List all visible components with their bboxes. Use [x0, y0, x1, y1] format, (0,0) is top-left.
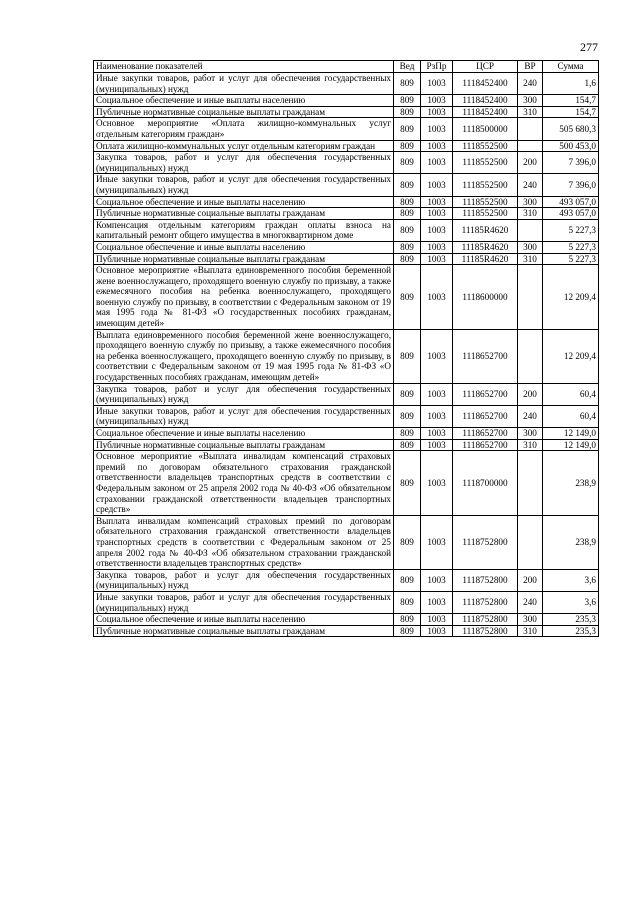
table-row — [94, 241, 599, 253]
table-row — [94, 73, 599, 95]
row-sum: 5 227,3 — [543, 241, 599, 253]
row-sum: 238,9 — [543, 515, 599, 569]
row-vr: 300 — [518, 196, 543, 208]
row-ved: 809 — [394, 208, 421, 220]
row-rzpr: 1003 — [421, 405, 453, 427]
header-sum: Сумма — [543, 61, 599, 73]
row-rzpr: 1003 — [421, 451, 453, 516]
row-ved: 809 — [394, 569, 421, 591]
row-ved: 809 — [394, 140, 421, 152]
row-csr: 1118652700 — [453, 405, 518, 427]
row-rzpr: 1003 — [421, 73, 453, 95]
row-sum: 7 396,0 — [543, 174, 599, 196]
row-rzpr: 1003 — [421, 241, 453, 253]
row-sum: 12 149,0 — [543, 428, 599, 440]
row-sum: 3,6 — [543, 569, 599, 591]
row-csr: 11185R4620 — [453, 219, 518, 241]
row-vr: 240 — [518, 405, 543, 427]
table-row — [94, 106, 599, 118]
row-vr: 240 — [518, 591, 543, 613]
row-csr: 1118652700 — [453, 329, 518, 383]
table-row — [94, 95, 599, 107]
row-ved: 809 — [394, 614, 421, 626]
row-name: Основное мероприятие «Оплата жилищно-коммунальных услуг отдельным категориям граждан» — [94, 118, 394, 140]
row-sum: 12 149,0 — [543, 439, 599, 451]
row-csr: 1118552500 — [453, 140, 518, 152]
table-row — [94, 208, 599, 220]
row-name: Иные закупки товаров, работ и услуг для обеспечения государственных (муниципальных) нужд — [94, 73, 394, 95]
row-sum: 7 396,0 — [543, 152, 599, 174]
table-row — [94, 614, 599, 626]
row-rzpr: 1003 — [421, 383, 453, 405]
row-ved: 809 — [394, 219, 421, 241]
row-csr: 1118752800 — [453, 515, 518, 569]
row-name: Социальное обеспечение и иные выплаты населению — [94, 95, 394, 107]
row-name: Публичные нормативные социальные выплаты гражданам — [94, 208, 394, 220]
row-vr: 200 — [518, 383, 543, 405]
row-vr: 310 — [518, 439, 543, 451]
table-row — [94, 253, 599, 265]
row-vr: 240 — [518, 174, 543, 196]
row-ved: 809 — [394, 118, 421, 140]
row-sum: 154,7 — [543, 95, 599, 107]
row-ved: 809 — [394, 591, 421, 613]
row-rzpr: 1003 — [421, 219, 453, 241]
table-body — [94, 73, 599, 637]
row-rzpr: 1003 — [421, 329, 453, 383]
row-name: Иные закупки товаров, работ и услуг для обеспечения государственных (муниципальных) нужд — [94, 591, 394, 613]
row-csr: 1118552500 — [453, 196, 518, 208]
table-row — [94, 329, 599, 383]
row-vr: 200 — [518, 152, 543, 174]
row-csr: 1118752800 — [453, 625, 518, 637]
row-vr — [518, 118, 543, 140]
header-vr: ВР — [518, 61, 543, 73]
row-ved: 809 — [394, 73, 421, 95]
row-rzpr: 1003 — [421, 614, 453, 626]
table-row — [94, 428, 599, 440]
row-vr — [518, 265, 543, 330]
row-rzpr: 1003 — [421, 140, 453, 152]
row-ved: 809 — [394, 451, 421, 516]
row-sum: 493 057,0 — [543, 208, 599, 220]
row-name: Социальное обеспечение и иные выплаты населению — [94, 196, 394, 208]
row-sum: 154,7 — [543, 106, 599, 118]
header-ved: Вед — [394, 61, 421, 73]
row-vr: 240 — [518, 73, 543, 95]
row-rzpr: 1003 — [421, 95, 453, 107]
row-csr: 1118452400 — [453, 106, 518, 118]
row-csr: 11185R4620 — [453, 241, 518, 253]
row-rzpr: 1003 — [421, 106, 453, 118]
row-csr: 1118752800 — [453, 569, 518, 591]
table-row — [94, 118, 599, 140]
row-vr: 200 — [518, 569, 543, 591]
table-row — [94, 174, 599, 196]
table-row — [94, 569, 599, 591]
row-sum: 238,9 — [543, 451, 599, 516]
row-ved: 809 — [394, 625, 421, 637]
row-sum: 5 227,3 — [543, 219, 599, 241]
row-rzpr: 1003 — [421, 428, 453, 440]
row-name: Публичные нормативные социальные выплаты гражданам — [94, 106, 394, 118]
row-rzpr: 1003 — [421, 591, 453, 613]
row-csr: 1118652700 — [453, 383, 518, 405]
row-rzpr: 1003 — [421, 625, 453, 637]
row-sum: 235,3 — [543, 625, 599, 637]
row-rzpr: 1003 — [421, 439, 453, 451]
row-csr: 1118552500 — [453, 174, 518, 196]
row-ved: 809 — [394, 405, 421, 427]
row-csr: 1118452400 — [453, 73, 518, 95]
table-row — [94, 405, 599, 427]
row-csr: 1118652700 — [453, 428, 518, 440]
row-rzpr: 1003 — [421, 174, 453, 196]
row-name: Закупка товаров, работ и услуг для обеспечения государственных (муниципальных) нужд — [94, 383, 394, 405]
row-vr: 310 — [518, 208, 543, 220]
row-ved: 809 — [394, 152, 421, 174]
row-name: Компенсация отдельным категориям граждан оплаты взноса на капитальный ремонт общего имущества в многоквартирном доме — [94, 219, 394, 241]
row-vr: 310 — [518, 625, 543, 637]
row-csr: 1118752800 — [453, 614, 518, 626]
row-sum: 1,6 — [543, 73, 599, 95]
row-ved: 809 — [394, 439, 421, 451]
table-row — [94, 451, 599, 516]
table-header-row — [94, 61, 599, 73]
row-rzpr: 1003 — [421, 208, 453, 220]
row-sum: 493 057,0 — [543, 196, 599, 208]
row-sum: 235,3 — [543, 614, 599, 626]
row-sum: 505 680,3 — [543, 118, 599, 140]
row-sum: 12 209,4 — [543, 265, 599, 330]
row-vr — [518, 329, 543, 383]
row-vr — [518, 451, 543, 516]
row-sum: 12 209,4 — [543, 329, 599, 383]
row-sum: 60,4 — [543, 405, 599, 427]
row-vr: 300 — [518, 428, 543, 440]
header-rzpr: РзПр — [421, 61, 453, 73]
row-csr: 11185R4620 — [453, 253, 518, 265]
row-name: Закупка товаров, работ и услуг для обеспечения государственных (муниципальных) нужд — [94, 569, 394, 591]
row-name: Основное мероприятие «Выплата единовременного пособия беременной жене военнослужащего, проходящего военную службу по призыву, а также ежемесячного пособия на ребенка военнослужащего, проходящего военную службу по призыву, в соответствии с Федеральным законом от 19 мая 1995 года № 81-ФЗ «О государственных пособиях гражданам, имеющим детей» — [94, 265, 394, 330]
row-csr: 1118500000 — [453, 118, 518, 140]
row-sum: 60,4 — [543, 383, 599, 405]
row-vr — [518, 219, 543, 241]
row-name: Основное мероприятие «Выплата инвалидам компенсаций страховых премий по договорам обязательного страхования гражданской ответственности владельцев транспортных средств в соответствии с Федеральным законом от 25 апреля 2002 года № 40-ФЗ «Об обязательном страховании гражданской ответственности владельцев транспортных средств» — [94, 451, 394, 516]
row-rzpr: 1003 — [421, 152, 453, 174]
row-csr: 1118652700 — [453, 439, 518, 451]
row-vr: 300 — [518, 241, 543, 253]
table-row — [94, 265, 599, 330]
row-name: Закупка товаров, работ и услуг для обеспечения государственных (муниципальных) нужд — [94, 152, 394, 174]
row-csr: 1118452400 — [453, 95, 518, 107]
row-name: Выплата инвалидам компенсаций страховых премий по договорам обязательного страхования гражданской ответственности владельцев транспортных средств в соответствии с Федеральным законом от 25 апреля 2002 года № 40-ФЗ «Об обязательном страховании гражданской ответственности владельцев транспортных средств» — [94, 515, 394, 569]
row-rzpr: 1003 — [421, 253, 453, 265]
table-row — [94, 439, 599, 451]
row-ved: 809 — [394, 428, 421, 440]
row-ved: 809 — [394, 174, 421, 196]
header-name: Наименование показателей — [94, 61, 394, 73]
row-csr: 1118552500 — [453, 208, 518, 220]
row-rzpr: 1003 — [421, 569, 453, 591]
row-sum: 3,6 — [543, 591, 599, 613]
row-rzpr: 1003 — [421, 118, 453, 140]
row-vr — [518, 515, 543, 569]
row-ved: 809 — [394, 383, 421, 405]
row-name: Социальное обеспечение и иные выплаты населению — [94, 428, 394, 440]
row-rzpr: 1003 — [421, 515, 453, 569]
row-csr: 1118552500 — [453, 152, 518, 174]
table-row — [94, 152, 599, 174]
header-csr: ЦСР — [453, 61, 518, 73]
row-ved: 809 — [394, 95, 421, 107]
row-ved: 809 — [394, 265, 421, 330]
table-row — [94, 591, 599, 613]
page-number: 277 — [580, 40, 598, 54]
row-name: Иные закупки товаров, работ и услуг для обеспечения государственных (муниципальных) нужд — [94, 405, 394, 427]
row-csr: 1118700000 — [453, 451, 518, 516]
row-ved: 809 — [394, 241, 421, 253]
table-row — [94, 219, 599, 241]
row-ved: 809 — [394, 515, 421, 569]
row-vr: 310 — [518, 253, 543, 265]
row-name: Иные закупки товаров, работ и услуг для обеспечения государственных (муниципальных) нужд — [94, 174, 394, 196]
row-sum: 500 453,0 — [543, 140, 599, 152]
row-vr: 310 — [518, 106, 543, 118]
row-ved: 809 — [394, 253, 421, 265]
row-vr: 300 — [518, 95, 543, 107]
row-name: Публичные нормативные социальные выплаты гражданам — [94, 439, 394, 451]
row-ved: 809 — [394, 196, 421, 208]
row-rzpr: 1003 — [421, 196, 453, 208]
row-csr: 1118600000 — [453, 265, 518, 330]
row-name: Социальное обеспечение и иные выплаты населению — [94, 614, 394, 626]
row-ved: 809 — [394, 106, 421, 118]
row-name: Публичные нормативные социальные выплаты гражданам — [94, 625, 394, 637]
row-name: Оплата жилищно-коммунальных услуг отдельным категориям граждан — [94, 140, 394, 152]
row-rzpr: 1003 — [421, 265, 453, 330]
table-row — [94, 196, 599, 208]
row-vr: 300 — [518, 614, 543, 626]
row-name: Публичные нормативные социальные выплаты гражданам — [94, 253, 394, 265]
row-vr — [518, 140, 543, 152]
table-row — [94, 383, 599, 405]
row-ved: 809 — [394, 329, 421, 383]
row-sum: 5 227,3 — [543, 253, 599, 265]
row-name: Выплата единовременного пособия беременной жене военнослужащего, проходящего военную службу по призыву, а также ежемесячного пособия на ребенка военнослужащего, проходящего военную службу по призыву, в соответствии с Федеральным законом от 19 мая 1995 года № 81-ФЗ «О государственных пособиях гражданам, имеющим детей» — [94, 329, 394, 383]
budget-table — [93, 60, 599, 637]
table-row — [94, 625, 599, 637]
row-csr: 1118752800 — [453, 591, 518, 613]
row-name: Социальное обеспечение и иные выплаты населению — [94, 241, 394, 253]
table-row — [94, 515, 599, 569]
table-row — [94, 140, 599, 152]
